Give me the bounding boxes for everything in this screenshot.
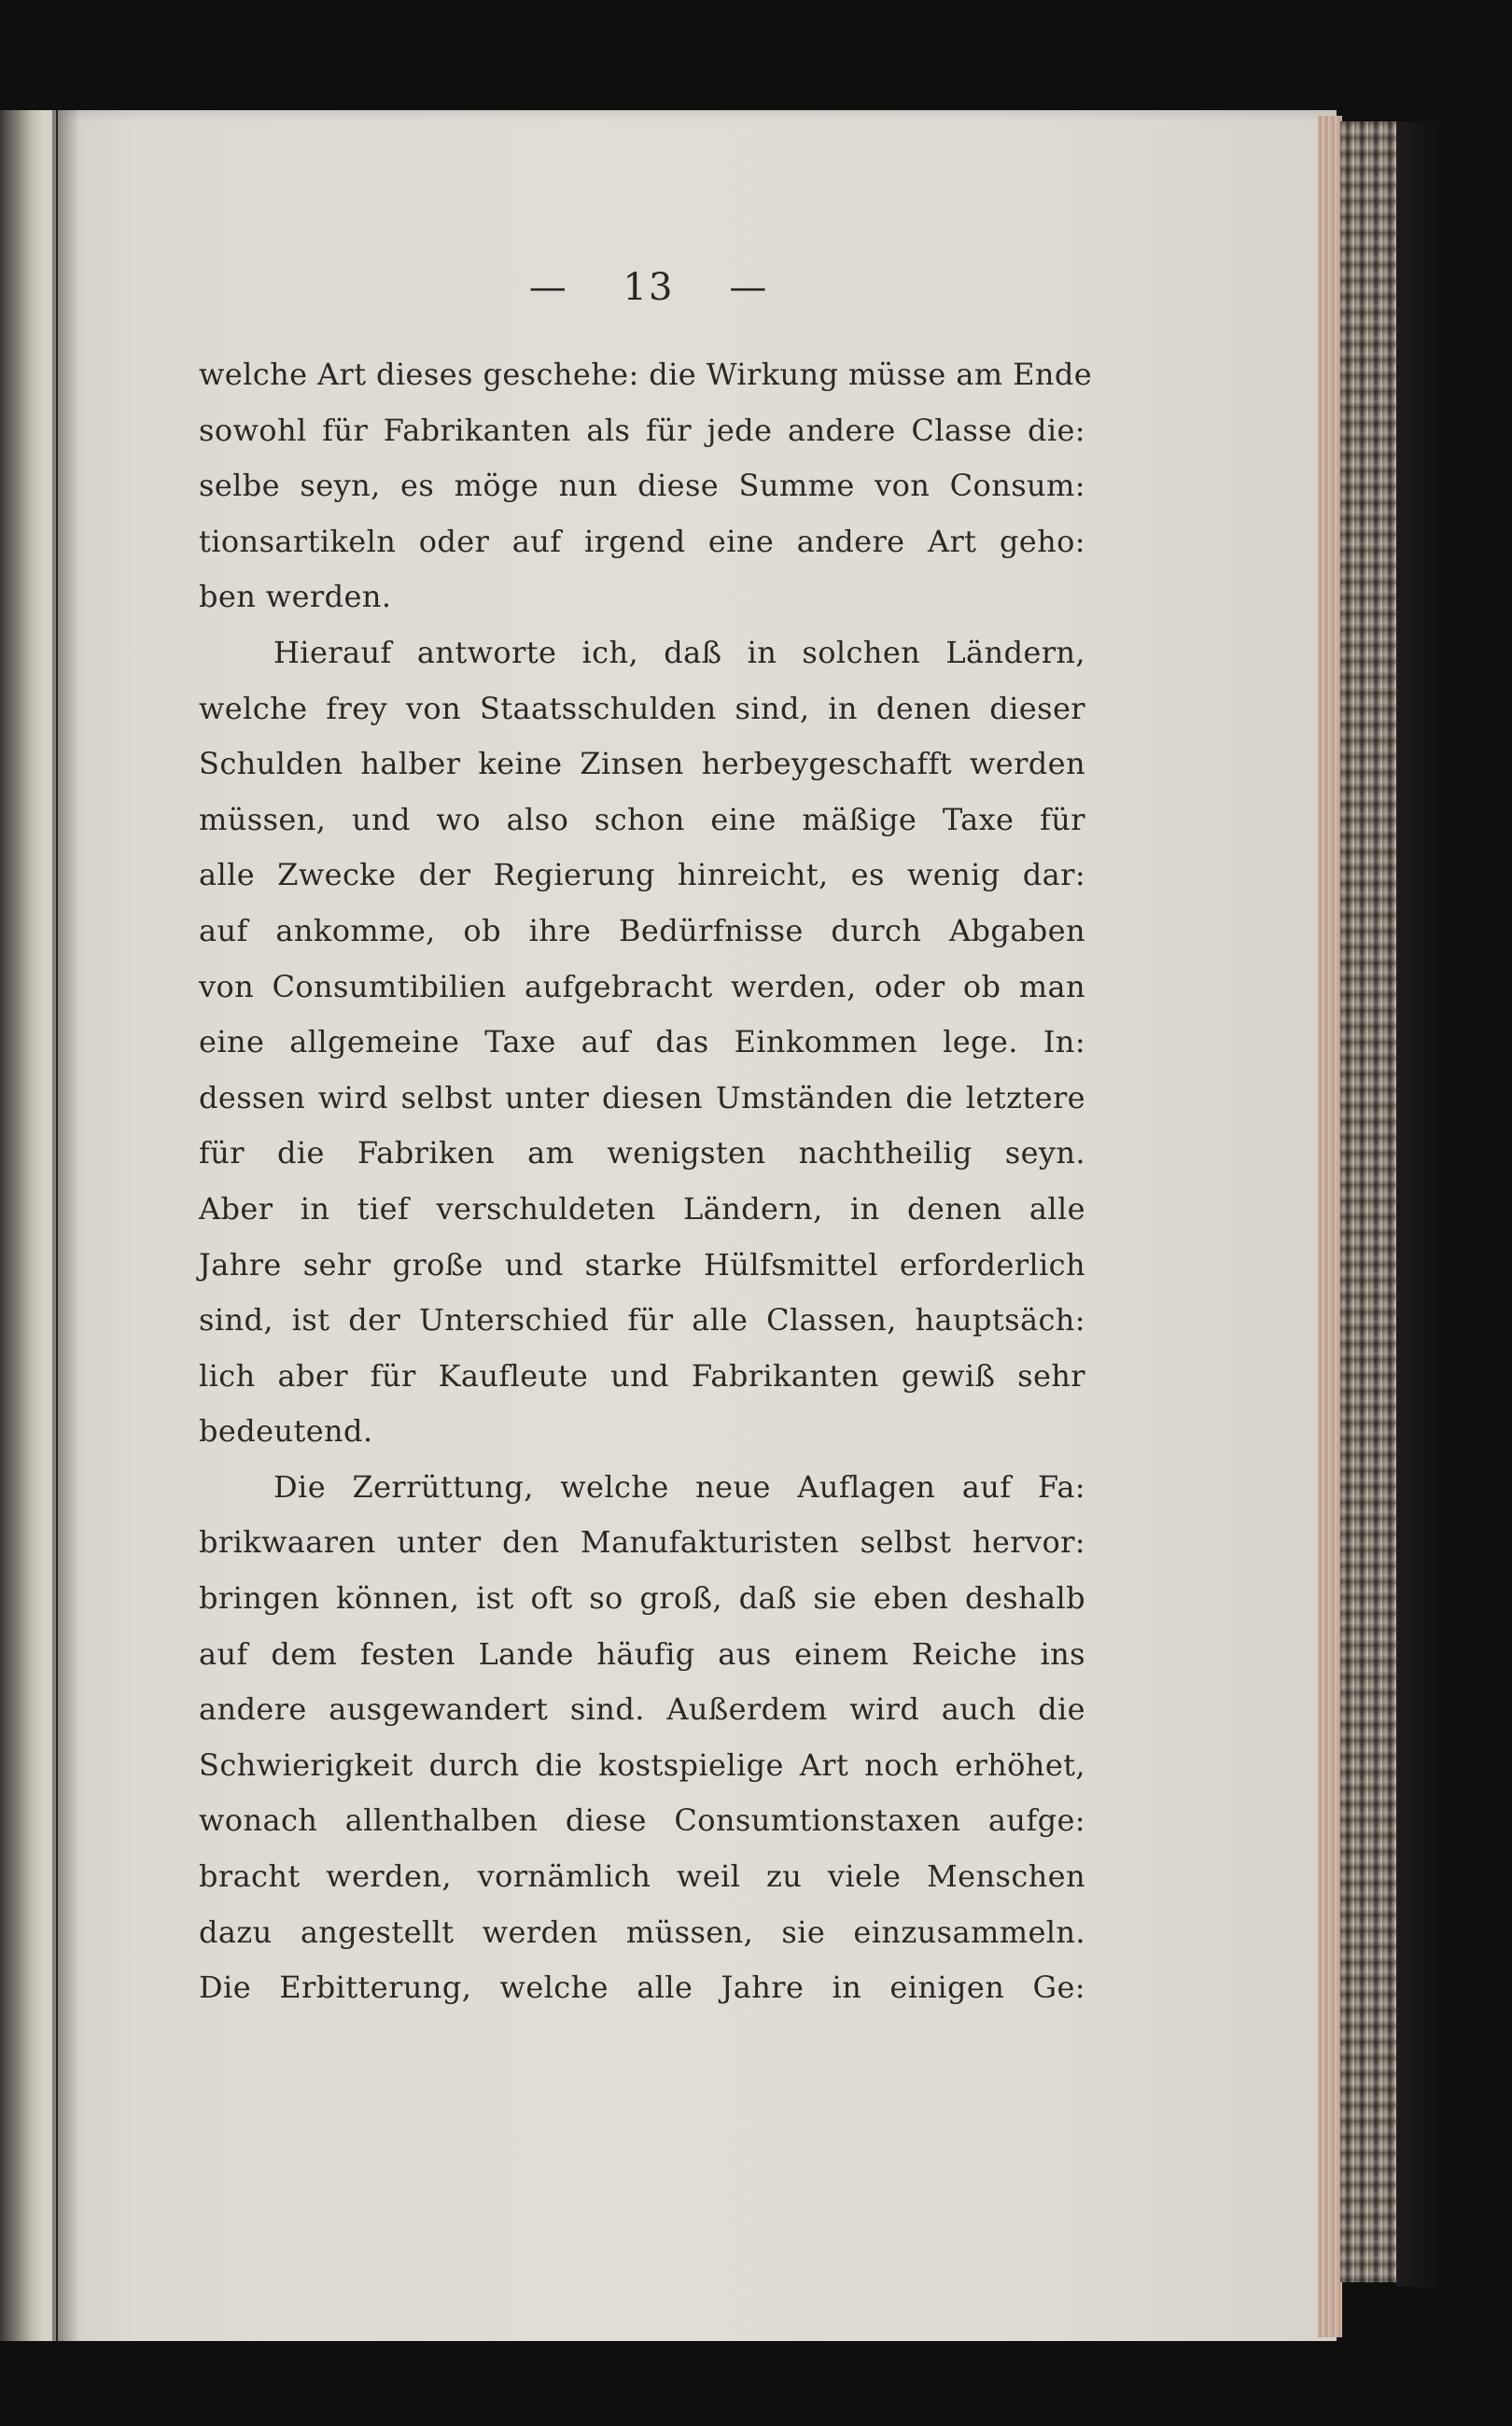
left-facing-page-edge bbox=[0, 110, 56, 2341]
text-line: Die Erbitterung, welche alle Jahre in einigen Ge: bbox=[199, 1970, 1085, 2006]
text-line: ben werden. bbox=[199, 579, 392, 615]
text-line: selbe seyn, es möge nun diese Summe von Consum: bbox=[199, 468, 1085, 504]
text-line: Aber in tief verschuldeten Ländern, in denen alle bbox=[199, 1190, 1085, 1227]
text-line: alle Zwecke der Regierung hinreicht, es wenig dar: bbox=[199, 857, 1085, 893]
text-line: Hierauf antworte ich, daß in solchen Ländern, bbox=[273, 634, 1085, 670]
header-dash-right: — bbox=[729, 266, 769, 309]
text-line: auf dem festen Lande häufig aus einem Reiche ins bbox=[199, 1635, 1085, 1672]
text-line: wonach allenthalben diese Consumtionstaxen aufge: bbox=[199, 1802, 1085, 1839]
paragraph-2 bbox=[199, 625, 1085, 1460]
text-line: eine allgemeine Taxe auf das Einkommen lege. In: bbox=[199, 1024, 1085, 1060]
text-line: sowohl für Fabrikanten als für jede andere Classe die: bbox=[199, 412, 1085, 448]
background-shadow bbox=[1396, 121, 1512, 2287]
text-line: welche Art dieses geschehe: die Wirkung müsse am Ende bbox=[199, 357, 1093, 392]
text-line: Schwierigkeit durch die kostspielige Art noch erhöhet, bbox=[199, 1746, 1085, 1783]
text-line: brikwaaren unter den Manufakturisten selbst hervor: bbox=[199, 1524, 1085, 1561]
text-line: bedeutend. bbox=[199, 1413, 373, 1450]
marbled-cover-board bbox=[1340, 121, 1396, 2282]
text-line: bracht werden, vornämlich weil zu viele Menschen bbox=[199, 1858, 1085, 1895]
text-line: von Consumtibilien aufgebracht werden, oder ob man bbox=[199, 968, 1085, 1004]
text-line: für die Fabriken am wenigsten nachtheilig seyn. bbox=[199, 1135, 1085, 1171]
text-line: andere ausgewandert sind. Außerdem wird auch die bbox=[199, 1691, 1085, 1728]
gutter-shadow bbox=[52, 110, 78, 2341]
text-line: tionsartikeln oder auf irgend eine andere Art geho: bbox=[199, 523, 1085, 559]
page-block-edges bbox=[1318, 116, 1342, 2337]
running-head bbox=[504, 266, 793, 322]
text-line: Die Zerrüttung, welche neue Auflagen auf Fa: bbox=[273, 1468, 1085, 1505]
text-line: dazu angestellt werden müssen, sie einzusammeln. bbox=[199, 1914, 1085, 1950]
text-line: müssen, und wo also schon eine mäßige Taxe für bbox=[199, 801, 1085, 837]
text-line: auf ankomme, ob ihre Bedürfnisse durch Abgaben bbox=[199, 912, 1085, 948]
page-number: 13 bbox=[623, 266, 675, 309]
text-line: dessen wird selbst unter diesen Umständen die letztere bbox=[199, 1079, 1085, 1115]
text-line: lich aber für Kaufleute und Fabrikanten gewiß sehr bbox=[199, 1357, 1085, 1394]
text-line: bringen können, ist oft so groß, daß sie eben deshalb bbox=[199, 1580, 1085, 1617]
paragraph-1 bbox=[199, 347, 1093, 625]
text-line: welche frey von Staatsschulden sind, in denen dieser bbox=[199, 690, 1085, 726]
text-line: sind, ist der Unterschied für alle Classen, hauptsäch: bbox=[199, 1302, 1085, 1339]
paragraph-3 bbox=[199, 1460, 1085, 2016]
text-line: Jahre sehr große und starke Hülfsmittel erforderlich bbox=[199, 1246, 1085, 1283]
text-line: Schulden halber keine Zinsen herbeygeschafft werden bbox=[199, 746, 1085, 782]
header-dash-left: — bbox=[528, 266, 568, 309]
body-text bbox=[199, 347, 1093, 2016]
